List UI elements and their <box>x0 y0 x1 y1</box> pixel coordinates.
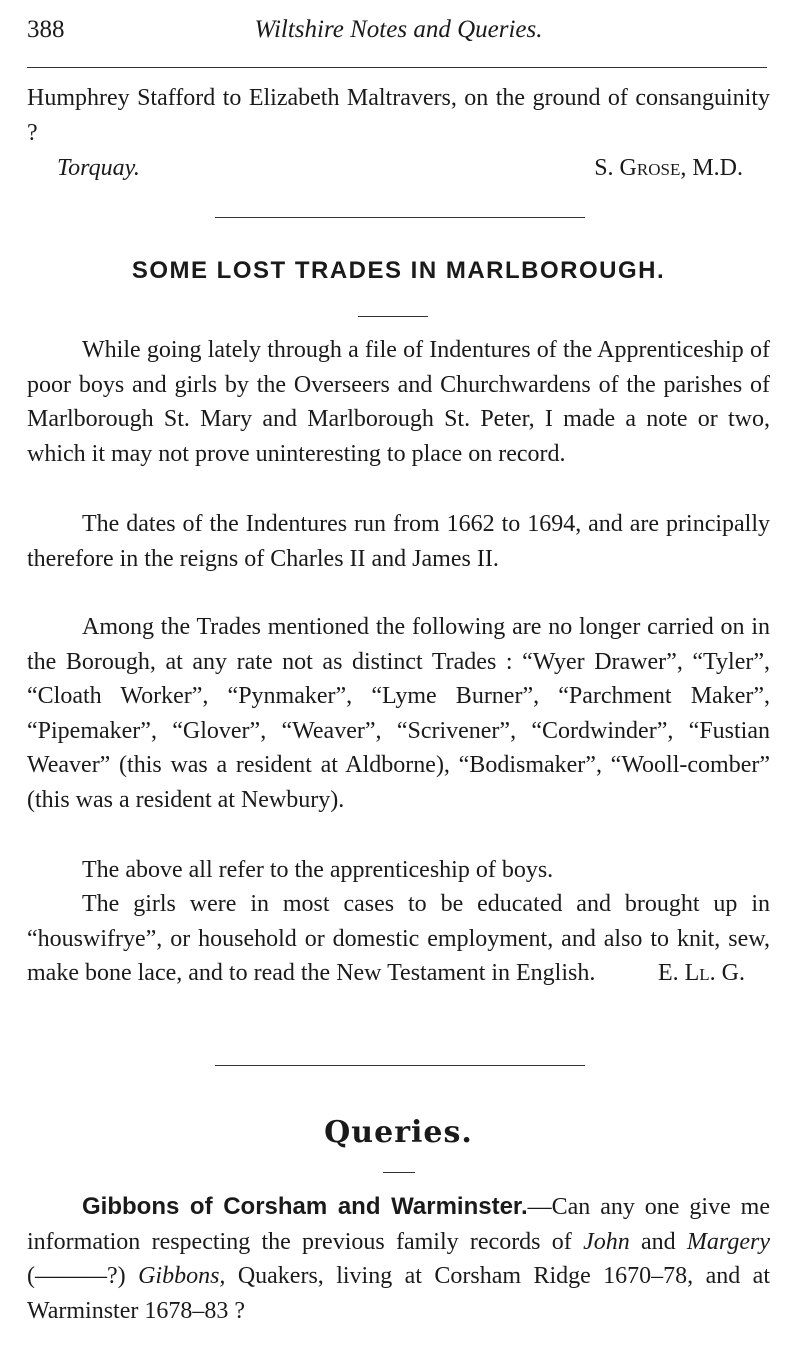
query-surname: Gibbons, <box>138 1263 226 1289</box>
article-title: SOME LOST TRADES IN MARLBOROUGH. <box>131 257 666 284</box>
article-paragraph: The girls were in most cases to be educated and brought up in “houswifrye”, or household or domestic employment, and also to knit, sew, make bone lace, and to read the New Testament in English. <box>27 891 770 986</box>
queries-rule <box>383 1172 415 1173</box>
title-rule <box>358 316 428 317</box>
query-text: and <box>629 1228 687 1255</box>
queries-heading: Queries. <box>324 1115 473 1150</box>
query-name: John <box>583 1228 630 1255</box>
page-number: 388 <box>27 16 65 43</box>
article-final-paragraph <box>27 887 770 991</box>
previous-article-signature-line <box>27 151 770 185</box>
header-rule <box>27 67 767 68</box>
query-text: (———?) <box>27 1263 139 1289</box>
author-signature: S. Grose, M.D. <box>594 155 743 181</box>
running-title: Wiltshire Notes and Queries. <box>254 16 543 43</box>
article-paragraph: The dates of the Indentures run from 1662 to 1694, and are principally therefore in the reigns of Charles II and James II. <box>27 511 770 572</box>
query-text: —Can any one give me information respecting the previous family records of <box>27 1194 770 1255</box>
query-entry <box>27 1190 770 1328</box>
place-name: Torquay. <box>57 155 140 181</box>
article-paragraph: The above all refer to the apprenticeship of boys. <box>82 857 554 883</box>
article-paragraph: Among the Trades mentioned the following are no longer carried on in the Borough, at any rate not as distinct Trades : “Wyer Drawer”, “Tyler”, “Cloath Worker”, “Pynmaker”, “Lyme Burner”, “Parchment Maker”, “Pipemaker”, “Glover”, “Weaver”, “Scrivener”, “Cordwinder”, “Fustian Weaver” (this was a resident at Aldborne), “Bodismaker”, “Wooll-comber” (this was a resident at Newbury). <box>27 614 770 813</box>
previous-article-text: Humphrey Stafford to Elizabeth Maltravers, on the ground of consanguinity ? <box>27 85 770 146</box>
query-text: Quakers, living at Corsham Ridge 1670–78, and at Warminster 1678–83 ? <box>27 1263 770 1324</box>
query-name: Margery <box>686 1228 770 1255</box>
page-header <box>27 16 770 52</box>
article-signature: E. Ll. G. <box>657 960 745 986</box>
section-divider <box>215 1065 585 1066</box>
section-divider <box>215 217 585 218</box>
article-paragraph: While going lately through a file of Indentures of the Apprenticeship of poor boys and girls by the Overseers and Churchwardens of the parishes of Marlborough St. Mary and Marlborough St. Peter, I made a note or two, which it may not prove uninteresting to place on record. <box>27 337 770 467</box>
query-title: Gibbons of Corsham and Warminster. <box>82 1193 528 1220</box>
